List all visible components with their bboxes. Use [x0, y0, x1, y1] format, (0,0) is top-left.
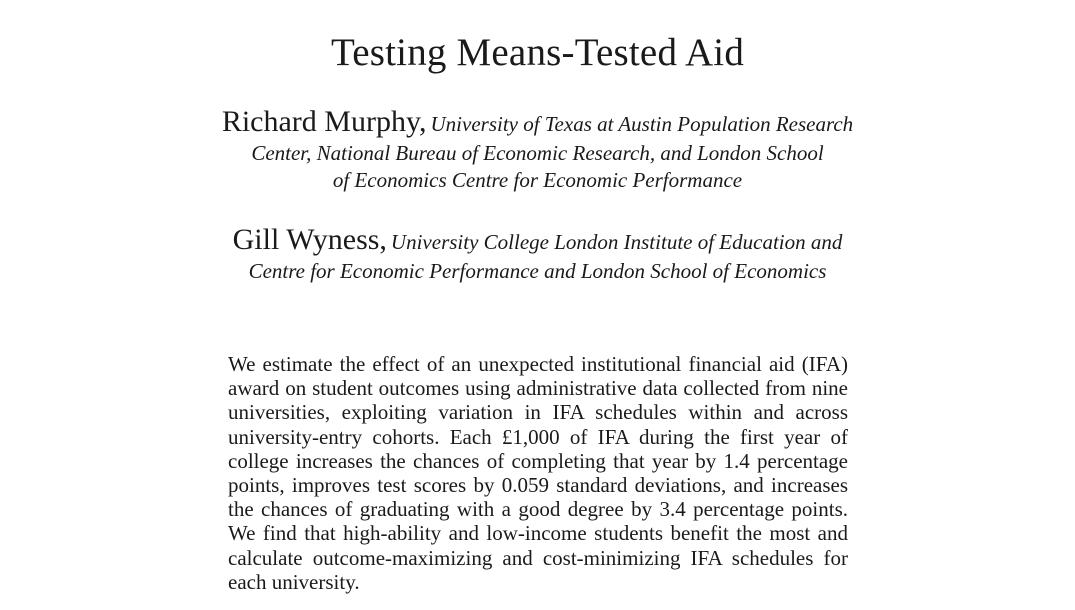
author-affiliation: Centre for Economic Performance and London School of Economics: [248, 259, 827, 283]
abstract-text: We estimate the effect of an unexpected institutional financial aid (IFA) award on student outcomes using administrative data collected from nine universities, exploiting variation in IFA schedules within and across university-entry cohorts. Each £1,000 of IFA during the first year of college increases the chances of completing that year by 1.4 percentage points, improves test scores by 0.059 standard deviations, and increases the chances of graduating with a good degree by 3.4 percentage points. We find that high-ability and low-income students benefit the most and calculate outcome-maximizing and cost-minimizing IFA schedules for each university.: [228, 352, 848, 594]
author-affiliation: Center, National Bureau of Economic Research, and London School: [251, 141, 824, 165]
author-line-1: [0, 105, 1075, 140]
author-name: Gill Wyness,: [232, 223, 387, 256]
author-affiliation: University of Texas at Austin Population Research: [430, 112, 854, 136]
author-block-murphy: [0, 105, 1075, 194]
author-block-wyness: [0, 223, 1075, 285]
author-affiliation: University College London Institute of Education and: [390, 230, 843, 254]
author-line-1: [0, 223, 1075, 258]
paper-title: Testing Means-Tested Aid: [330, 31, 745, 74]
author-affiliation: of Economics Centre for Economic Performance: [332, 168, 743, 192]
author-name: Richard Murphy,: [221, 105, 427, 138]
